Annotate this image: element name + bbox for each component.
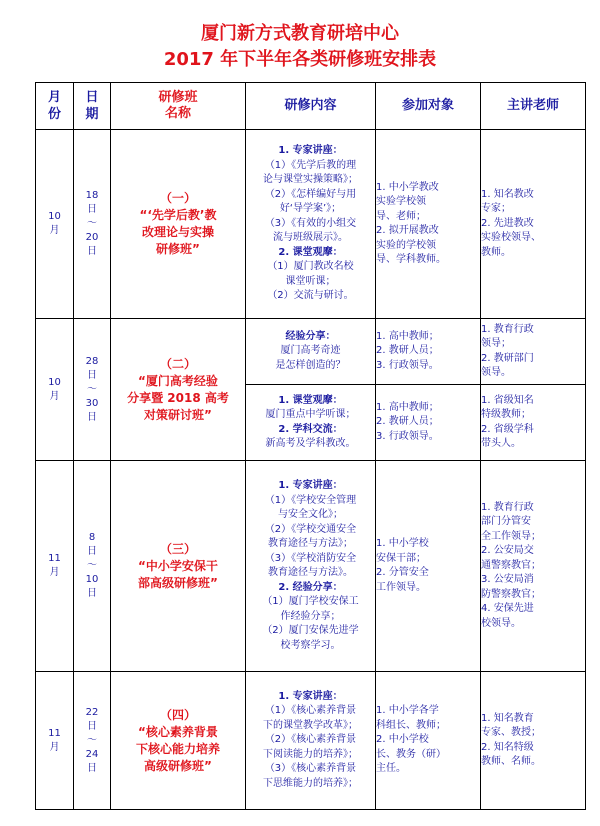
cell-line: 1. 课堂观摩： (278, 394, 343, 406)
cell-line: 日 (87, 720, 97, 732)
cell-line: 教师、名师。 (481, 756, 541, 767)
cell-line: 全工作领导； (481, 530, 541, 542)
cell-line: 月 (49, 567, 60, 578)
cell-line: 校领导。 (481, 617, 521, 629)
cell-line: 部高级研修班” (138, 575, 218, 590)
cell-line: 月 (49, 225, 60, 236)
cell-line: 1. 中小学教改 (376, 181, 439, 193)
cell-line: 下的课堂教学改革》； (263, 719, 358, 731)
cell-line: 校考察学习。 (280, 639, 341, 651)
cell-line: 领导； (481, 338, 511, 349)
cell-line: 下阅读能力的培养》； (263, 748, 358, 760)
cell-line: （2）《学校交通安全 (264, 523, 357, 535)
month-cell (36, 461, 74, 672)
teachers-cell (481, 385, 586, 461)
cell-line: 10 (48, 376, 61, 388)
cell-line: 改理论与实操 (141, 225, 214, 239)
cell-line: 防警察教官； (481, 588, 541, 600)
cell-line: 流与班级展示》。 (273, 232, 348, 244)
cell-line: （四） (159, 707, 196, 722)
table-row (36, 130, 586, 319)
cell-line: （1）《学校安全管理 (264, 494, 357, 506)
cell-line: 1. 知名教改 (481, 188, 534, 200)
cell-line: 部门分管安 (481, 516, 531, 528)
cell-line: （2）厦门安保先进学 (262, 625, 359, 636)
schedule-table (35, 82, 586, 810)
cell-line: 实验学校领 (376, 196, 426, 207)
cell-line: （二） (159, 356, 196, 371)
cell-line: 日 (87, 204, 97, 215)
header-day: 日 期 (74, 83, 111, 130)
table-row (36, 672, 586, 810)
cell-line: （2）《核心素养背景 (264, 734, 357, 746)
cell-line: 8 (88, 532, 96, 543)
course-name-cell (111, 319, 246, 461)
cell-line: 教师。 (481, 246, 511, 258)
teachers-cell (481, 461, 586, 672)
header-participants: 参加对象 (376, 83, 481, 130)
content-cell (246, 672, 376, 810)
header-content: 研修内容 (246, 83, 376, 130)
cell-line: 1. 高中教师； (376, 401, 439, 413)
cell-line: 2. 教研部门 (481, 352, 534, 364)
cell-line: 10 (85, 574, 99, 585)
cell-line: “中小学安保干 (138, 558, 218, 573)
cell-line: 导、老师； (376, 210, 426, 222)
cell-line: 2. 中小学校 (376, 734, 429, 746)
month-cell (36, 672, 74, 810)
cell-line: 对策研讨班” (144, 407, 212, 422)
header-course: 研修班 名称 (111, 83, 246, 130)
cell-line: 高级研修班” (144, 758, 212, 773)
header-row (36, 83, 586, 130)
day-cell (74, 319, 111, 461)
cell-line: 是怎样创造的？ (275, 359, 346, 371)
cell-line: 工作领导。 (376, 581, 426, 593)
cell-line: 经验分享： (285, 330, 336, 342)
participants-cell (376, 672, 481, 810)
cell-line: 1. 教育行政 (481, 501, 534, 513)
cell-line: 4. 安保先进 (481, 603, 534, 615)
cell-line: 下思维能力的培养》； (263, 777, 358, 789)
month-cell (36, 319, 74, 461)
page-subtitle: 2017 年下半年各类研修班安排表 (163, 49, 437, 70)
course-name-cell (111, 130, 246, 319)
cell-line: 日 (87, 411, 97, 423)
page-title: 厦门新方式教育研培中心 (201, 23, 399, 44)
cell-line: ～ (87, 560, 97, 571)
cell-line: 论与课堂实操策略》； (263, 174, 358, 186)
cell-line: ～ (87, 734, 97, 746)
cell-line: 1. 省级知名 (481, 394, 534, 406)
cell-line: （3）《核心素养背景 (264, 763, 357, 775)
cell-line: 22 (85, 706, 99, 718)
cell-line: 1. 专家讲座： (278, 480, 343, 491)
cell-line: 2. 先进教改 (481, 217, 534, 229)
cell-line: 新高考及学科教改。 (265, 438, 356, 449)
cell-line: 1. 高中教师； (376, 330, 439, 342)
cell-line: （1）《先学后教的理 (264, 159, 357, 171)
header-month: 月 份 (36, 83, 74, 130)
cell-line: “核心素养背景 (138, 724, 218, 739)
day-cell (74, 130, 111, 319)
cell-line: 带头人。 (481, 438, 521, 449)
cell-line: 18 (85, 190, 99, 201)
cell-line: （1）厦门教改名校 (267, 261, 354, 273)
cell-line: 与安全文化》； (278, 509, 343, 520)
month-cell (36, 130, 74, 319)
cell-line: （2）《怎样编好与用 (264, 188, 357, 200)
cell-line: 教育途径与方法》。 (268, 567, 353, 578)
cell-line: 特级教师； (481, 409, 531, 420)
cell-line: 3. 行政领导。 (376, 359, 439, 371)
cell-line: 教育途径与方法》； (268, 538, 353, 549)
cell-line: 研修班” (156, 242, 200, 256)
cell-line: 长、教务（研） (376, 748, 446, 760)
cell-line: 2. 公安局交 (481, 545, 534, 557)
teachers-cell (481, 672, 586, 810)
cell-line: （三） (159, 541, 196, 556)
cell-line: 2. 知名特级 (481, 741, 534, 753)
cell-line: 1. 知名教育 (481, 712, 534, 724)
day-cell (74, 672, 111, 810)
cell-line: 实验的学校领 (376, 239, 436, 251)
cell-line: 月 (49, 390, 60, 402)
cell-line: 科组长、教师； (376, 719, 446, 731)
cell-line: “‘先学后教’教 (139, 208, 217, 222)
cell-line: 作经验分享； (280, 610, 341, 622)
cell-line: 专家、教授； (481, 727, 541, 738)
cell-line: 2. 拟开展教改 (376, 225, 439, 236)
cell-line: ～ (87, 383, 97, 395)
cell-line: 专家； (481, 203, 511, 215)
table-row (36, 461, 586, 672)
cell-line: 11 (48, 553, 61, 564)
cell-line: 日 (87, 546, 97, 557)
cell-line: 日 (87, 588, 97, 599)
content-cell (246, 461, 376, 672)
cell-line: 30 (85, 397, 99, 409)
cell-line: 日 (87, 246, 97, 257)
cell-line: 月 (49, 741, 60, 753)
cell-line: （1）厦门学校安保工 (262, 596, 359, 607)
cell-line: （一） (159, 191, 196, 205)
cell-line: 10 (48, 211, 61, 222)
participants-cell (376, 130, 481, 319)
content-cell (246, 130, 376, 319)
teachers-cell (481, 319, 586, 385)
cell-line: 课堂听课； (285, 275, 336, 287)
course-name-cell (111, 461, 246, 672)
cell-line: 1. 中小学校 (376, 538, 429, 549)
participants-cell (376, 461, 481, 672)
teachers-cell (481, 130, 586, 319)
header-teachers: 主讲老师 (481, 83, 586, 130)
day-cell (74, 461, 111, 672)
cell-line: 厦门高考奇迹 (280, 345, 341, 357)
cell-line: 24 (85, 748, 99, 760)
cell-line: 下核心能力培养 (135, 741, 220, 756)
cell-line: 1. 专家讲座： (278, 690, 343, 702)
cell-line: （3）《学校消防安全 (264, 552, 357, 564)
cell-line: 日 (87, 762, 97, 774)
cell-line: 领导。 (481, 367, 511, 378)
cell-line: 2. 教研人员； (376, 345, 439, 357)
content-cell (246, 319, 376, 385)
cell-line: 2. 学科交流： (278, 423, 343, 435)
course-name-cell (111, 672, 246, 810)
cell-line: 2. 课堂观摩： (278, 246, 343, 258)
cell-line: ～ (87, 218, 97, 229)
cell-line: 2. 省级学科 (481, 423, 534, 435)
table-row (36, 319, 586, 385)
cell-line: “厦门高考经验 (138, 373, 218, 388)
cell-line: （1）《核心素养背景 (264, 705, 357, 717)
cell-line: 3. 行政领导。 (376, 430, 439, 442)
cell-line: 1. 教育行政 (481, 323, 534, 335)
cell-line: 安保干部； (376, 552, 426, 564)
participants-cell (376, 385, 481, 461)
cell-line: 2. 分管安全 (376, 567, 429, 578)
cell-line: 实验校领导、 (481, 232, 541, 244)
cell-line: 1. 专家讲座： (278, 145, 343, 157)
cell-line: 分享暨 2018 高考 (127, 390, 229, 405)
cell-line: 11 (48, 727, 61, 739)
cell-line: （2）交流与研讨。 (267, 290, 354, 302)
cell-line: 好‘导学案’》； (279, 203, 342, 215)
cell-line: 2. 教研人员； (376, 416, 439, 428)
cell-line: 20 (85, 232, 99, 243)
cell-line: 1. 中小学各学 (376, 705, 439, 717)
content-cell (246, 385, 376, 461)
cell-line: 28 (85, 355, 99, 367)
cell-line: 通警察教官； (481, 559, 541, 571)
cell-line: 厦门重点中学听课； (265, 409, 356, 420)
cell-line: 2. 经验分享： (278, 581, 343, 593)
cell-line: 日 (87, 369, 97, 381)
participants-cell (376, 319, 481, 385)
cell-line: 导、学科教师。 (376, 254, 446, 265)
cell-line: 主任。 (376, 763, 406, 775)
cell-line: 3. 公安局消 (481, 574, 534, 586)
cell-line: （3）《有效的小组交 (264, 217, 357, 229)
